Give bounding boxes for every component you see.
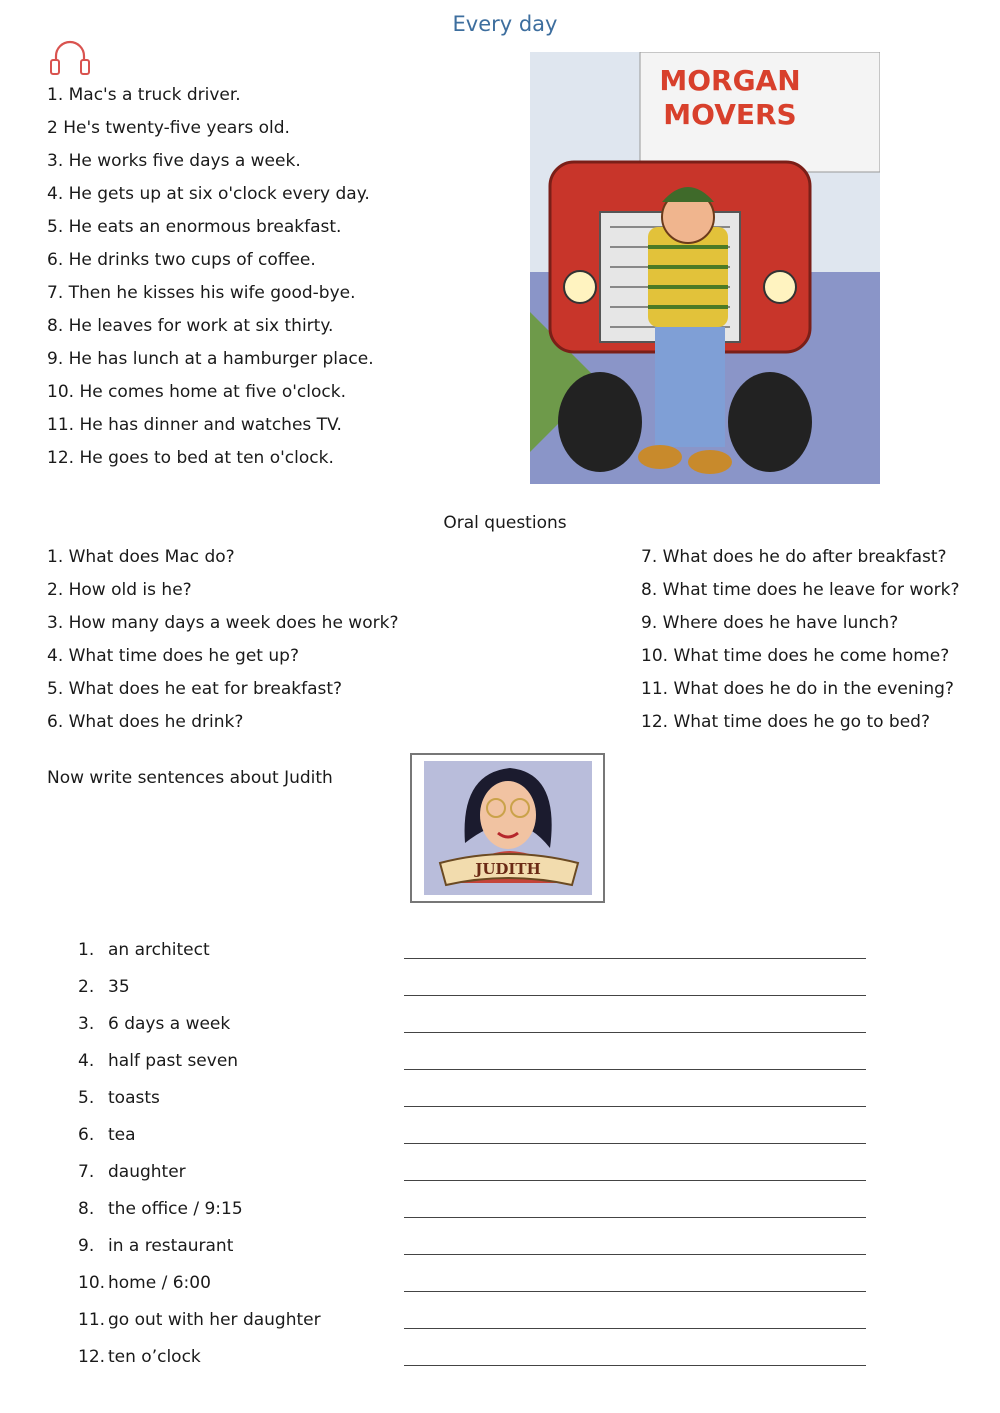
item-number: 11. (78, 1310, 106, 1330)
item-cue: home / 6:00 (108, 1273, 211, 1293)
answer-line[interactable] (404, 1106, 866, 1107)
answer-line[interactable] (404, 995, 866, 996)
question-right: 9. Where does he have lunch? (641, 613, 899, 633)
item-cue: an architect (108, 940, 210, 960)
answer-line[interactable] (404, 1143, 866, 1144)
mac-sentence: 11. He has dinner and watches TV. (47, 415, 342, 435)
item-number: 6. (78, 1125, 95, 1145)
mac-sentence: 10. He comes home at five o'clock. (47, 382, 346, 402)
item-number: 7. (78, 1162, 95, 1182)
page-title: Every day (452, 12, 558, 36)
mac-sentence: 3. He works five days a week. (47, 151, 301, 171)
mac-sentence: 6. He drinks two cups of coffee. (47, 250, 316, 270)
item-cue: tea (108, 1125, 136, 1145)
item-number: 8. (78, 1199, 95, 1219)
question-left: 1. What does Mac do? (47, 547, 235, 567)
answer-line[interactable] (404, 1291, 866, 1292)
judith-heading: Now write sentences about Judith (47, 768, 333, 788)
answer-line[interactable] (404, 1032, 866, 1033)
item-cue: daughter (108, 1162, 186, 1182)
question-right: 8. What time does he leave for work? (641, 580, 960, 600)
question-left: 4. What time does he get up? (47, 646, 299, 666)
question-right: 12. What time does he go to bed? (641, 712, 930, 732)
answer-line[interactable] (404, 958, 866, 959)
item-number: 3. (78, 1014, 95, 1034)
question-right: 7. What does he do after breakfast? (641, 547, 947, 567)
truck-sign-line1: MORGAN (659, 64, 801, 97)
item-number: 5. (78, 1088, 95, 1108)
truck-sign-line2: MOVERS (663, 98, 797, 131)
item-cue: the office / 9:15 (108, 1199, 243, 1219)
oral-questions-heading: Oral questions (443, 513, 567, 533)
headphones-icon[interactable] (48, 38, 92, 76)
answer-line[interactable] (404, 1328, 866, 1329)
mac-sentence: 9. He has lunch at a hamburger place. (47, 349, 374, 369)
mac-sentence: 4. He gets up at six o'clock every day. (47, 184, 370, 204)
question-left: 3. How many days a week does he work? (47, 613, 399, 633)
item-cue: ten o’clock (108, 1347, 201, 1367)
item-number: 9. (78, 1236, 95, 1256)
truck-driver-illustration (530, 52, 880, 484)
mac-sentence: 7. Then he kisses his wife good-bye. (47, 283, 356, 303)
item-number: 1. (78, 940, 95, 960)
question-right: 11. What does he do in the evening? (641, 679, 954, 699)
answer-line[interactable] (404, 1180, 866, 1181)
mac-sentence: 5. He eats an enormous breakfast. (47, 217, 342, 237)
item-cue: go out with her daughter (108, 1310, 321, 1330)
question-left: 6. What does he drink? (47, 712, 244, 732)
mac-sentence: 2 He's twenty-five years old. (47, 118, 290, 138)
answer-line[interactable] (404, 1217, 866, 1218)
item-cue: 6 days a week (108, 1014, 231, 1034)
judith-banner-text: JUDITH (475, 860, 541, 878)
mac-sentence: 12. He goes to bed at ten o'clock. (47, 448, 334, 468)
item-cue: 35 (108, 977, 130, 997)
item-number: 4. (78, 1051, 95, 1071)
mac-sentence: 8. He leaves for work at six thirty. (47, 316, 334, 336)
judith-portrait (410, 753, 605, 903)
question-left: 5. What does he eat for breakfast? (47, 679, 343, 699)
question-left: 2. How old is he? (47, 580, 192, 600)
item-cue: half past seven (108, 1051, 239, 1071)
mac-sentence: 1. Mac's a truck driver. (47, 85, 241, 105)
answer-line[interactable] (404, 1254, 866, 1255)
item-number: 2. (78, 977, 95, 997)
question-right: 10. What time does he come home? (641, 646, 950, 666)
item-number: 10. (78, 1273, 106, 1293)
item-number: 12. (78, 1347, 106, 1367)
answer-line[interactable] (404, 1069, 866, 1070)
answer-line[interactable] (404, 1365, 866, 1366)
item-cue: in a restaurant (108, 1236, 234, 1256)
item-cue: toasts (108, 1088, 160, 1108)
